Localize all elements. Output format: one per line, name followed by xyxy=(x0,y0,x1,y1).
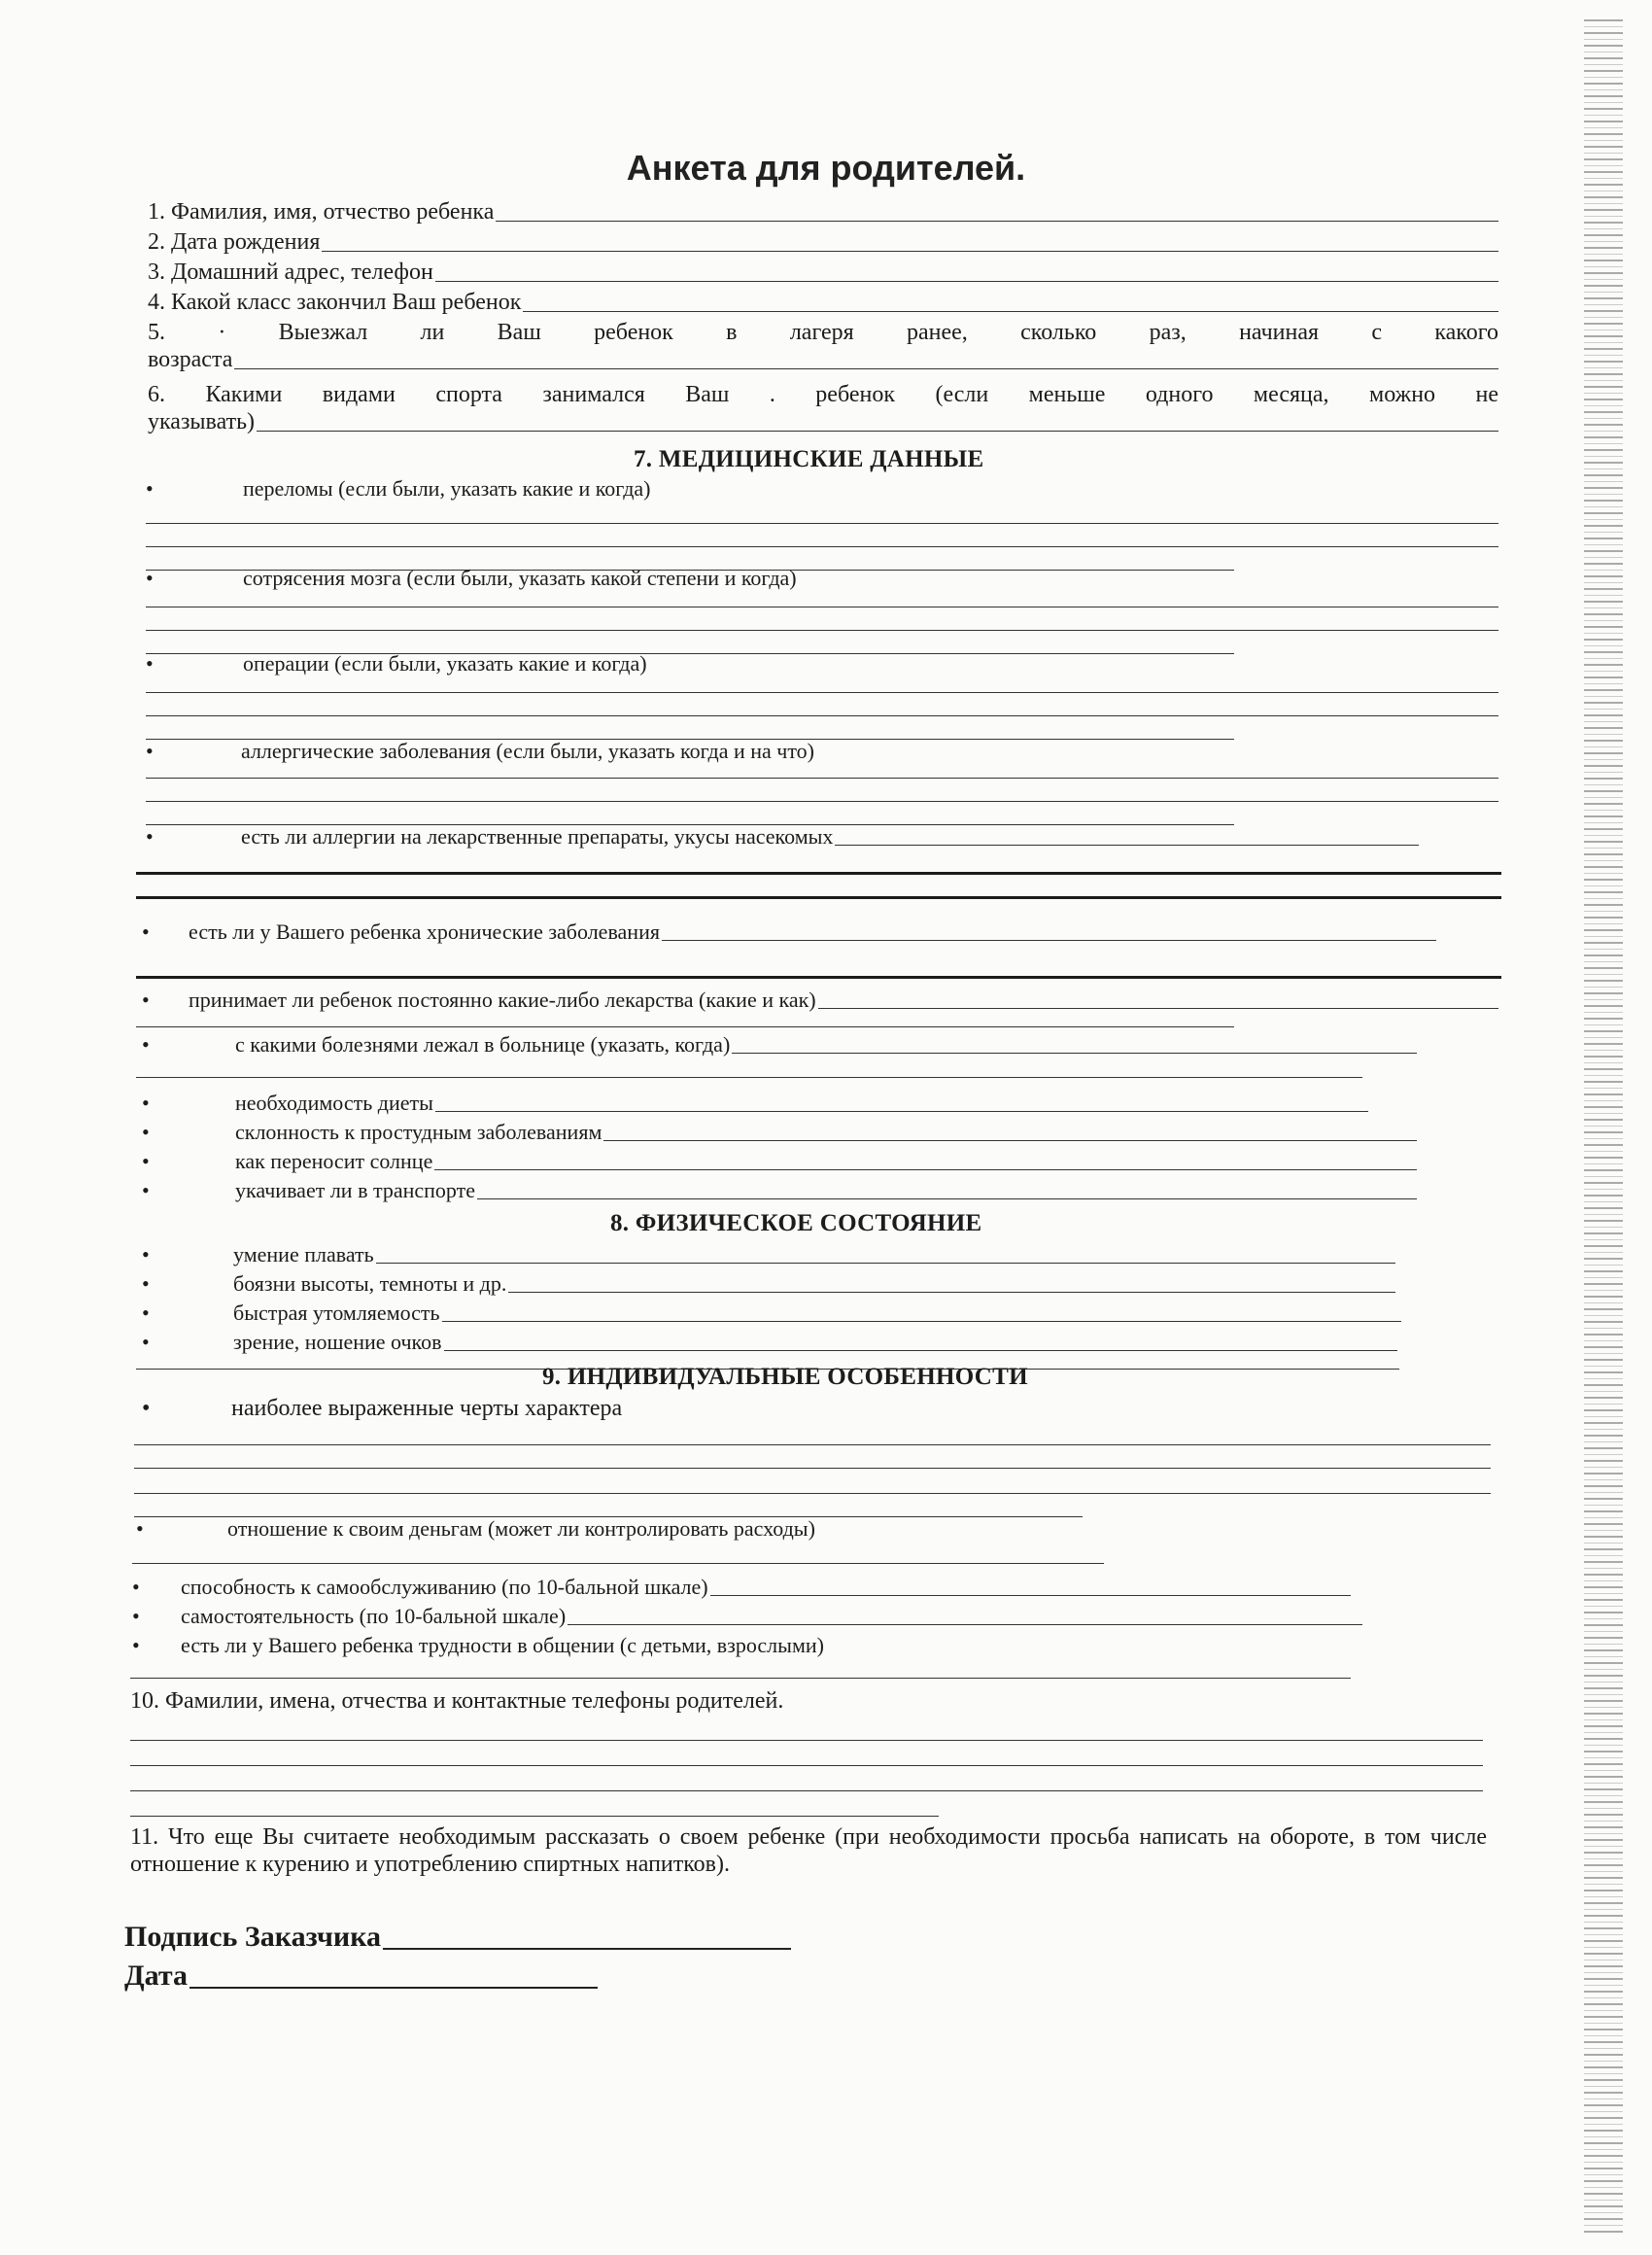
field-label: 1. Фамилия, имя, отчество ребенка xyxy=(148,199,495,225)
item-label: есть ли аллергии на лекарственные препараты, укусы насекомых xyxy=(241,824,834,849)
section-physical-heading: 8. ФИЗИЧЕСКОЕ СОСТОЯНИЕ xyxy=(610,1210,982,1236)
item-label: отношение к своим деньгам (может ли контролировать расходы) xyxy=(227,1516,815,1541)
item-label: аллергические заболевания (если были, указать когда и на что) xyxy=(241,739,814,763)
answer-line[interactable] xyxy=(136,872,1501,875)
field-home-address[interactable] xyxy=(148,259,1498,286)
answer-line[interactable] xyxy=(132,1563,1104,1564)
medical-item-fractures xyxy=(146,476,1506,502)
item-label: необходимость диеты xyxy=(235,1091,433,1115)
item-label: боязни высоты, темноты и др. xyxy=(233,1271,507,1296)
answer-line[interactable] xyxy=(146,692,1498,693)
field-label: указывать) xyxy=(148,409,256,434)
individual-item-character xyxy=(142,1396,1502,1423)
signature-customer[interactable] xyxy=(124,1921,791,1954)
physical-item-fears[interactable] xyxy=(142,1271,1395,1297)
scan-edge-noise xyxy=(1584,19,1623,2236)
medical-item-medications[interactable] xyxy=(142,988,1498,1013)
field-birth-date[interactable] xyxy=(148,228,1498,256)
bullet: • xyxy=(142,1120,150,1144)
bullet: • xyxy=(132,1575,140,1599)
bullet: • xyxy=(142,1396,151,1421)
answer-line[interactable] xyxy=(130,1678,1351,1679)
field-label: 2. Дата рождения xyxy=(148,229,321,255)
date-label: Дата xyxy=(124,1960,188,1992)
individual-item-independence[interactable] xyxy=(132,1604,1362,1629)
field-label: возраста xyxy=(148,347,233,372)
bullet: • xyxy=(146,824,154,849)
medical-item-concussion xyxy=(146,566,1506,591)
field-sports[interactable] xyxy=(148,408,1498,435)
bullet: • xyxy=(132,1633,140,1657)
answer-line[interactable] xyxy=(134,1468,1491,1469)
medical-item-allergic-diseases xyxy=(146,739,1506,764)
bullet: • xyxy=(146,566,154,590)
bullet: • xyxy=(146,651,154,676)
answer-line[interactable] xyxy=(136,1077,1362,1078)
answer-line[interactable] xyxy=(146,523,1498,524)
item-label: наиболее выраженные черты характера xyxy=(231,1396,623,1421)
medical-item-operations xyxy=(146,651,1506,676)
section-individual-heading: 9. ИНДИВИДУАЛЬНЫЕ ОСОБЕННОСТИ xyxy=(542,1364,1028,1390)
bullet: • xyxy=(142,1330,150,1354)
physical-item-vision[interactable] xyxy=(142,1330,1397,1355)
item-label: склонность к простудным заболеваниям xyxy=(235,1120,602,1144)
bullet: • xyxy=(142,1091,150,1115)
medical-item-motion-sickness[interactable] xyxy=(142,1178,1417,1203)
field-label: 3. Домашний адрес, телефон xyxy=(148,260,433,285)
item-label: самостоятельность (по 10-бальной шкале) xyxy=(181,1604,567,1628)
item-label: переломы (если были, указать какие и когда) xyxy=(243,476,651,501)
field-label: 4. Какой класс закончил Ваш ребенок xyxy=(148,290,522,315)
question-additional-info: 11. Что еще Вы считаете необходимым рассказать о своем ребенке (при необходимости просьба написать на обороте, в том числе отношение к курению и употреблению спиртных напитков). xyxy=(130,1824,1487,1877)
item-label: есть ли у Вашего ребенка трудности в общении (с детьми, взрослыми) xyxy=(181,1633,824,1657)
bullet: • xyxy=(142,1149,150,1173)
section-medical-heading: 7. МЕДИЦИНСКИЕ ДАННЫЕ xyxy=(634,446,984,472)
signature-label: Подпись Заказчика xyxy=(124,1921,382,1953)
bullet: • xyxy=(142,1032,150,1057)
answer-line[interactable] xyxy=(146,630,1498,631)
item-label: быстрая утомляемость xyxy=(233,1301,440,1325)
item-label: укачивает ли в транспорте xyxy=(235,1178,476,1202)
answer-line[interactable] xyxy=(134,1493,1491,1494)
field-camps-line1: 5. · Выезжал ли Ваш ребенок в лагеря ранее, сколько раз, начиная с какого xyxy=(148,320,1498,345)
question-parents-contacts: 10. Фамилии, имена, отчества и контактные телефоны родителей. xyxy=(130,1688,784,1714)
item-label: сотрясения мозга (если были, указать какой степени и когда) xyxy=(243,566,797,590)
answer-line[interactable] xyxy=(146,715,1498,716)
item-label: зрение, ношение очков xyxy=(233,1330,442,1354)
individual-item-money xyxy=(136,1516,1497,1542)
bullet: • xyxy=(142,1242,150,1266)
field-school-grade[interactable] xyxy=(148,289,1498,316)
medical-item-drug-allergies[interactable] xyxy=(146,824,1419,850)
answer-line[interactable] xyxy=(130,1790,1483,1791)
answer-line[interactable] xyxy=(146,778,1498,779)
answer-line[interactable] xyxy=(146,801,1498,802)
item-label: как переносит солнце xyxy=(235,1149,433,1173)
medical-item-sun[interactable] xyxy=(142,1149,1417,1174)
item-label: операции (если были, указать какие и когда) xyxy=(243,651,647,676)
bullet: • xyxy=(142,1301,150,1325)
bullet: • xyxy=(142,988,150,1012)
bullet: • xyxy=(142,1178,150,1202)
bullet: • xyxy=(132,1604,140,1628)
medical-item-colds[interactable] xyxy=(142,1120,1417,1145)
field-sports-line1: 6. Какими видами спорта занимался Ваш . ребенок (если меньше одного месяца, можно не xyxy=(148,382,1498,407)
answer-line[interactable] xyxy=(146,546,1498,547)
physical-item-fatigue[interactable] xyxy=(142,1301,1401,1326)
bullet: • xyxy=(142,1271,150,1296)
bullet: • xyxy=(136,1516,144,1541)
answer-line[interactable] xyxy=(130,1765,1483,1766)
individual-item-self-care[interactable] xyxy=(132,1575,1351,1600)
bullet: • xyxy=(142,919,150,944)
medical-item-chronic-diseases[interactable] xyxy=(142,919,1436,945)
field-camps[interactable] xyxy=(148,346,1498,373)
item-label: принимает ли ребенок постоянно какие-либо лекарства (какие и как) xyxy=(189,988,816,1012)
answer-line[interactable] xyxy=(136,976,1501,979)
medical-item-hospital[interactable] xyxy=(142,1032,1417,1058)
item-label: способность к самообслуживанию (по 10-бальной шкале) xyxy=(181,1575,708,1599)
signature-date[interactable] xyxy=(124,1960,598,1993)
bullet: • xyxy=(146,476,154,501)
item-label: с какими болезнями лежал в больнице (указать, когда) xyxy=(235,1032,731,1057)
page-title: Анкета для родителей. xyxy=(626,148,1026,188)
item-label: умение плавать xyxy=(233,1242,374,1266)
answer-line[interactable] xyxy=(134,1444,1491,1445)
bullet: • xyxy=(146,739,154,763)
answer-line[interactable] xyxy=(130,1816,939,1817)
medical-item-diet[interactable] xyxy=(142,1091,1368,1116)
answer-line[interactable] xyxy=(130,1740,1483,1741)
field-child-name[interactable] xyxy=(148,198,1498,226)
answer-line[interactable] xyxy=(136,1026,1234,1027)
item-label: есть ли у Вашего ребенка хронические заболевания xyxy=(189,919,660,944)
answer-line[interactable] xyxy=(136,896,1501,899)
individual-item-communication xyxy=(132,1633,1493,1658)
physical-item-swimming[interactable] xyxy=(142,1242,1395,1267)
